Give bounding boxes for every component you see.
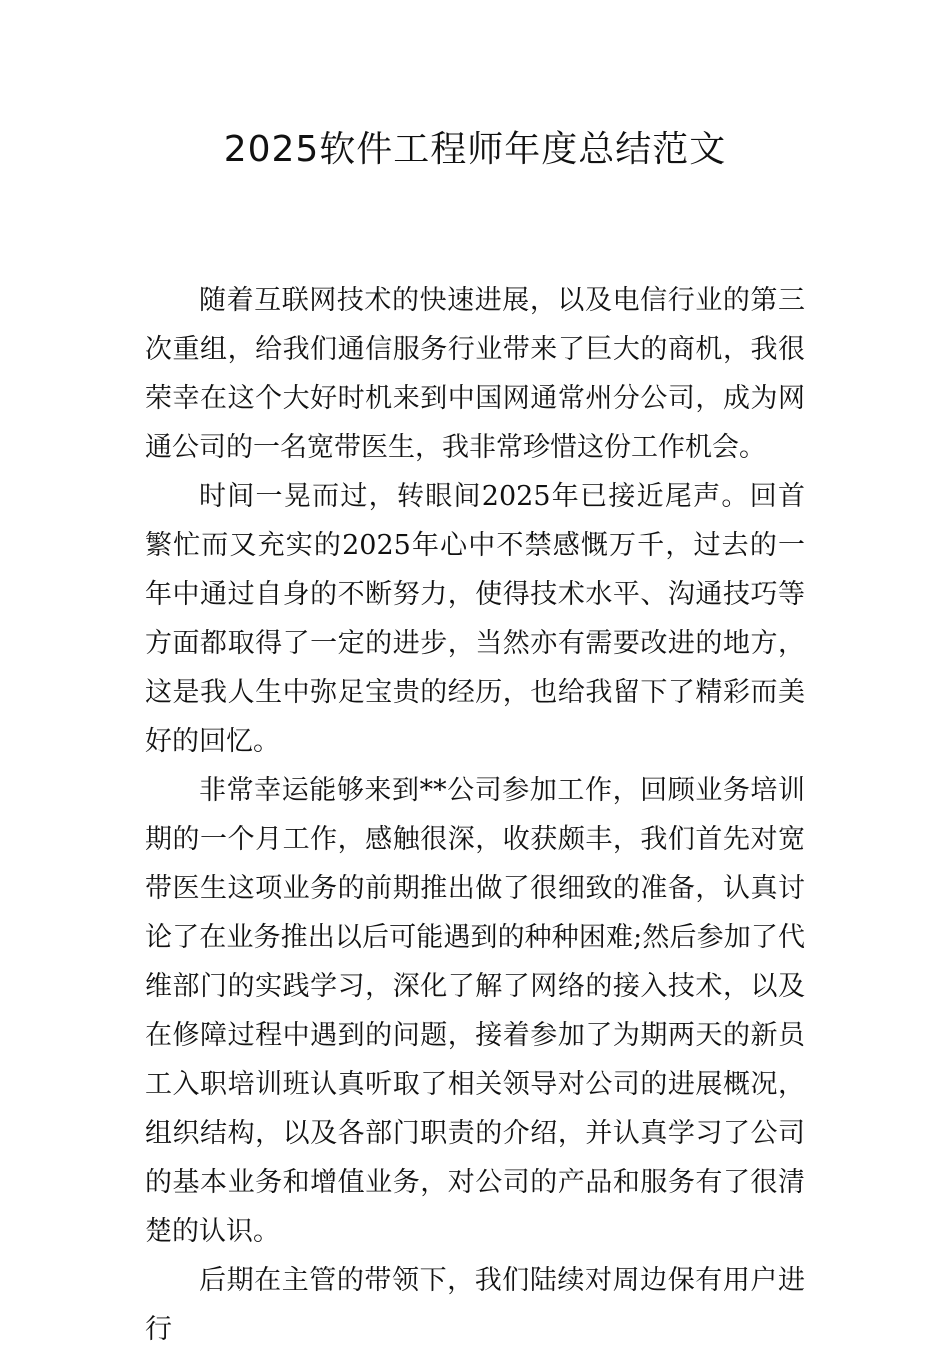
paragraph-4: 后期在主管的带领下，我们陆续对周边保有用户进行 xyxy=(145,1265,805,1345)
document-title: 2025软件工程师年度总结范文 xyxy=(223,129,727,170)
paragraph-3: 非常幸运能够来到**公司参加工作，回顾业务培训期的一个月工作，感触很深，收获颇丰，我们首先对宽带医生这项业务的前期推出做了很细致的准备，认真讨论了在业务推出以后可能遇到的种种困难;然后参加了代维部门的实践学习，深化了解了网络的接入技术，以及在修障过程中遇到的问题，接着参加了为期两天的新员工入职培训班认真听取了相关领导对公司的进展概况，组织结构，以及各部门职责的介绍，并认真学习了公司的基本业务和增值业务，对公司的产品和服务有了很清楚的认识。 xyxy=(145,775,805,1247)
paragraph-2: 时间一晃而过，转眼间2025年已接近尾声。回首繁忙而又充实的2025年心中不禁感慨万千，过去的一年中通过自身的不断努力，使得技术水平、沟通技巧等方面都取得了一定的进步，当然亦有需要改进的地方，这是我人生中弥足宝贵的经历，也给我留下了精彩而美好的回忆。 xyxy=(145,481,805,757)
document-body xyxy=(145,276,805,1354)
paragraph-1: 随着互联网技术的快速进展，以及电信行业的第三次重组，给我们通信服务行业带来了巨大的商机，我很荣幸在这个大好时机来到中国网通常州分公司，成为网通公司的一名宽带医生，我非常珍惜这份工作机会。 xyxy=(145,285,805,463)
